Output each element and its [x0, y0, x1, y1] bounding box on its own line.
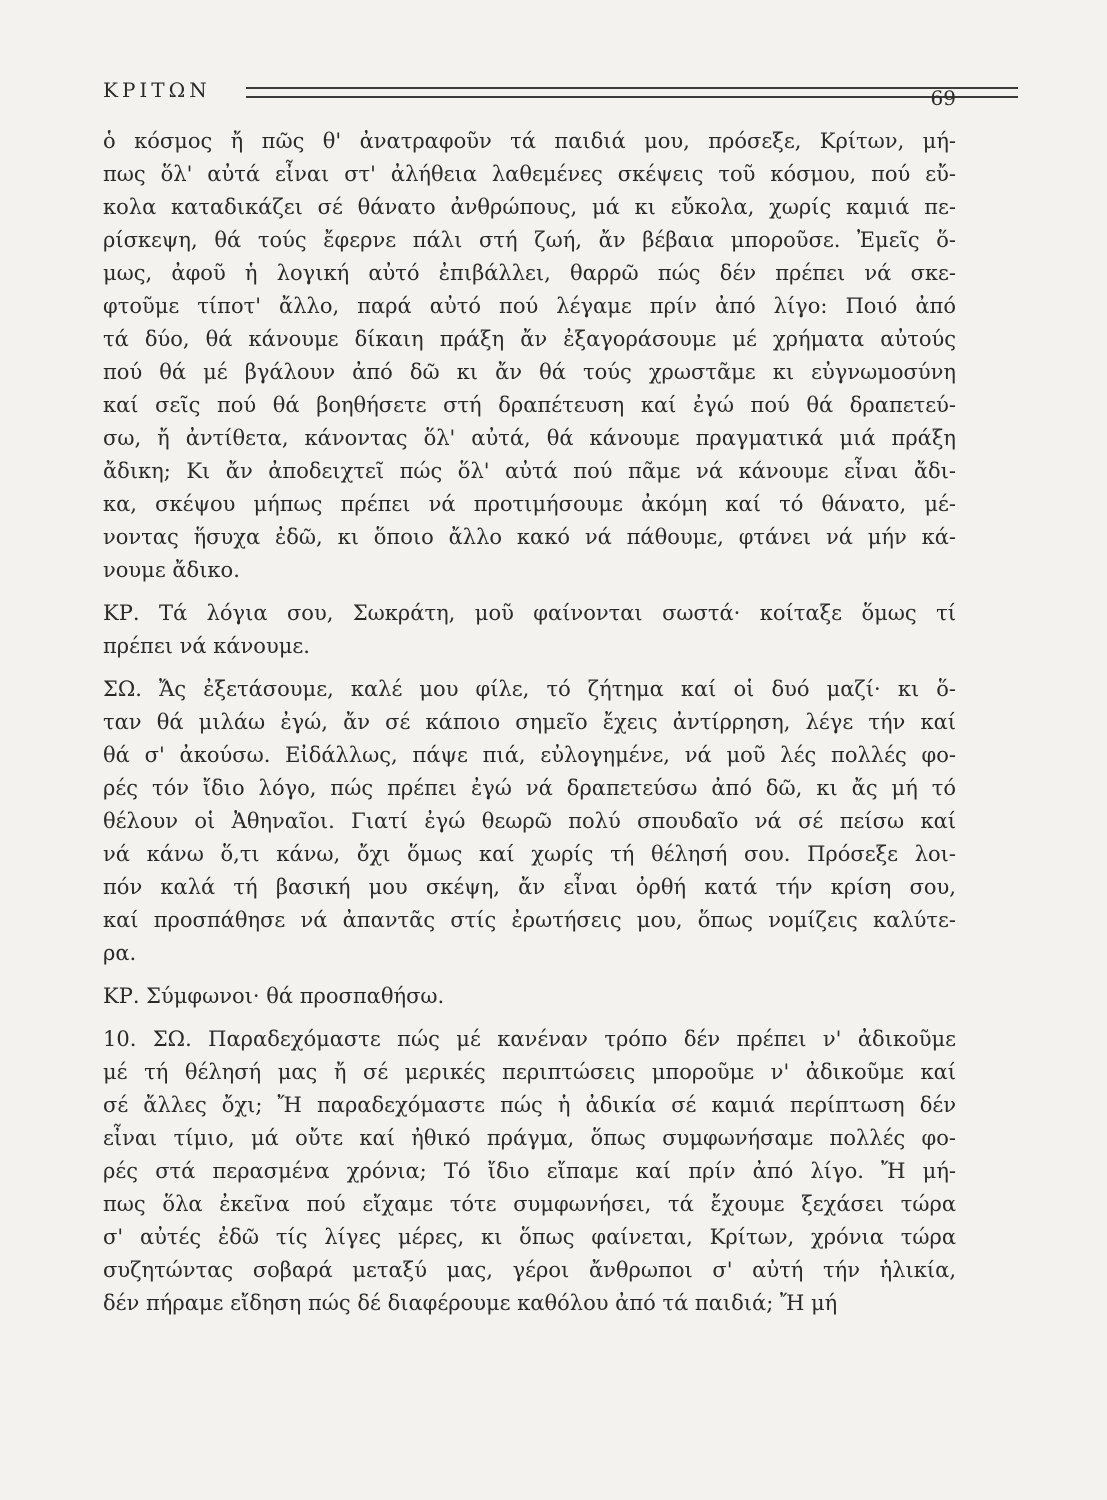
text-line: κολα καταδικάζει σέ θάνατο ἀνθρώπους, μά κι εὔκολα, χωρίς καμιά πε- [103, 195, 956, 219]
text-line: νοντας ἥσυχα ἐδῶ, κι ὅποιο ἄλλο κακό νά πάθουμε, φτάνει νά μήν κά- [103, 525, 956, 549]
text-line: πρέπει νά κάνουμε. [103, 634, 310, 658]
text-line: κα, σκέψου μήπως πρέπει νά προτιμήσουμε ἀκόμη καί τό θάνατο, μέ- [103, 492, 956, 516]
text-line: σέ ἄλλες ὄχι; Ἤ παραδεχόμαστε πώς ἡ ἀδικία σέ καμιά περίπτωση δέν [103, 1093, 956, 1117]
paragraph [103, 673, 956, 970]
text-line: καί προσπάθησε νά ἀπαντᾶς στίς ἐρωτήσεις μου, ὅπως νομίζεις καλύτε- [103, 908, 956, 932]
text-line: σω, ἤ ἀντίθετα, κάνοντας ὅλ' αὐτά, θά κάνουμε πραγματικά μιά πράξη [103, 426, 956, 450]
page-header [103, 78, 956, 114]
paragraph [103, 1023, 956, 1320]
text-line: ΚΡ. Σύμφωνοι· θά προσπαθήσω. [103, 984, 445, 1008]
page-number: 69 [930, 86, 956, 110]
text-line: ΚΡ. Τά λόγια σου, Σωκράτη, μοῦ φαίνονται σωστά· κοίταξε ὅμως τί [103, 601, 956, 625]
text-line: πως ὅλα ἐκεῖνα πού εἴχαμε τότε συμφωνήσει, τά ἔχουμε ξεχάσει τώρα [103, 1192, 956, 1216]
text-line: καί σεῖς πού θά βοηθήσετε στή δραπέτευση καί ἐγώ πού θά δραπετεύ- [103, 393, 956, 417]
text-line: νουμε ἄδικο. [103, 558, 240, 582]
text-line: νά κάνω ὅ,τι κάνω, ὄχι ὅμως καί χωρίς τή θέλησή σου. Πρόσεξε λοι- [103, 842, 956, 866]
text-line: πως ὅλ' αὐτά εἶναι στ' ἀλήθεια λαθεμένες σκέψεις τοῦ κόσμου, πού εὔ- [103, 162, 956, 186]
paragraph [103, 125, 956, 587]
text-line: ταν θά μιλάω ἐγώ, ἄν σέ κάποιο σημεῖο ἔχεις ἀντίρρηση, λέγε τήν καί [103, 710, 956, 734]
text-line: πού θά μέ βγάλουν ἀπό δῶ κι ἄν θά τούς χρωστᾶμε κι εὐγνωμοσύνη [103, 360, 956, 384]
text-line: ρα. [103, 941, 137, 965]
body-text [103, 125, 956, 1330]
text-line: συζητώντας σοβαρά μεταξύ μας, γέροι ἄνθρωποι σ' αὐτή τήν ἡλικία, [103, 1258, 956, 1282]
text-line: μως, ἀφοῦ ἡ λογική αὐτό ἐπιβάλλει, θαρρῶ πώς δέν πρέπει νά σκε- [103, 261, 956, 285]
text-line: πόν καλά τή βασική μου σκέψη, ἄν εἶναι ὀρθή κατά τήν κρίση σου, [103, 875, 956, 899]
text-line: ρίσκεψη, θά τούς ἔφερνε πάλι στή ζωή, ἄν βέβαια μποροῦσε. Ἐμεῖς ὅ- [103, 228, 956, 252]
text-line: φτοῦμε τίποτ' ἄλλο, παρά αὐτό πού λέγαμε πρίν ἀπό λίγο: Ποιό ἀπό [103, 294, 956, 318]
text-line: δέν πήραμε εἴδηση πώς δέ διαφέρουμε καθόλου ἀπό τά παιδιά; Ἤ μή [103, 1291, 838, 1315]
text-line: ρές στά περασμένα χρόνια; Τό ἴδιο εἴπαμε καί πρίν ἀπό λίγο. Ἤ μή- [103, 1159, 956, 1183]
running-title: ΚΡΙΤΩΝ [103, 78, 211, 102]
text-line: ἄδικη; Κι ἄν ἀποδειχτεῖ πώς ὅλ' αὐτά πού πᾶμε νά κάνουμε εἶναι ἄδι- [103, 459, 956, 483]
paragraph [103, 980, 956, 1013]
text-line: θέλουν οἱ Ἀθηναῖοι. Γιατί ἐγώ θεωρῶ πολύ σπουδαῖο νά σέ πείσω καί [103, 809, 956, 833]
text-line: ρές τόν ἴδιο λόγο, πώς πρέπει ἐγώ νά δραπετεύσω ἀπό δῶ, κι ἄς μή τό [103, 776, 956, 800]
header-rule [246, 87, 1018, 98]
text-line: θά σ' ἀκούσω. Εἰδάλλως, πάψε πιά, εὐλογημένε, νά μοῦ λές πολλές φο- [103, 743, 956, 767]
text-line: ὁ κόσμος ἤ πῶς θ' ἀνατραφοῦν τά παιδιά μου, πρόσεξε, Κρίτων, μή- [103, 129, 956, 153]
text-line: 10. ΣΩ. Παραδεχόμαστε πώς μέ κανέναν τρόπο δέν πρέπει ν' ἀδικοῦμε [103, 1027, 956, 1051]
text-line: σ' αὐτές ἐδῶ τίς λίγες μέρες, κι ὅπως φαίνεται, Κρίτων, χρόνια τώρα [103, 1225, 956, 1249]
text-line: εἶναι τίμιο, μά οὔτε καί ἠθικό πράγμα, ὅπως συμφωνήσαμε πολλές φο- [103, 1126, 956, 1150]
text-line: ΣΩ. Ἄς ἐξετάσουμε, καλέ μου φίλε, τό ζήτημα καί οἱ δυό μαζί· κι ὅ- [103, 677, 956, 701]
paragraph [103, 597, 956, 663]
text-line: τά δύο, θά κάνουμε δίκαιη πράξη ἄν ἐξαγοράσουμε μέ χρήματα αὐτούς [103, 327, 956, 351]
text-line: μέ τή θέλησή μας ἤ σέ μερικές περιπτώσεις μποροῦμε ν' ἀδικοῦμε καί [103, 1060, 956, 1084]
